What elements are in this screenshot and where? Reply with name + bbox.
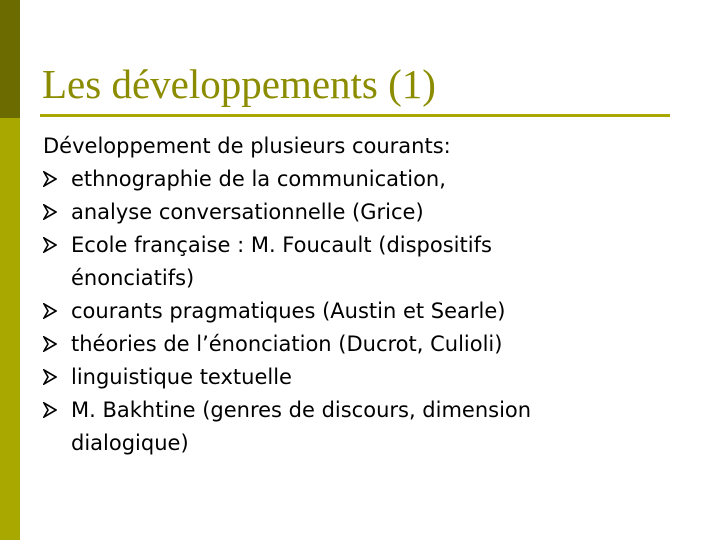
bullet-item bbox=[43, 229, 683, 295]
arrowhead-bullet-icon bbox=[43, 171, 57, 187]
bullet-text: théories de l’énonciation (Ducrot, Culioli) bbox=[71, 332, 503, 356]
bullet-text: Ecole française : M. Foucault (dispositifs bbox=[71, 233, 492, 257]
slide-body bbox=[43, 130, 683, 460]
bullet-text: linguistique textuelle bbox=[71, 365, 292, 389]
bullet-item bbox=[43, 163, 683, 196]
bullet-text: ethnographie de la communication, bbox=[71, 167, 446, 191]
title-underline bbox=[40, 114, 670, 117]
bullet-text: courants pragmatiques (Austin et Searle) bbox=[71, 299, 506, 323]
arrowhead-bullet-icon bbox=[43, 369, 57, 385]
bullet-list bbox=[43, 163, 683, 460]
arrowhead-bullet-icon bbox=[43, 336, 57, 352]
bullet-text-continuation: énonciatifs) bbox=[71, 266, 195, 290]
left-accent-band-dark bbox=[0, 0, 20, 118]
slide-title: Les développements (1) bbox=[42, 61, 436, 107]
bullet-item bbox=[43, 295, 683, 328]
arrowhead-bullet-icon bbox=[43, 402, 57, 418]
bullet-text-continuation: dialogique) bbox=[71, 431, 189, 455]
arrowhead-bullet-icon bbox=[43, 237, 57, 253]
arrowhead-bullet-icon bbox=[43, 303, 57, 319]
bullet-item bbox=[43, 328, 683, 361]
bullet-item bbox=[43, 394, 683, 460]
bullet-text: analyse conversationnelle (Grice) bbox=[71, 200, 424, 224]
bullet-text: M. Bakhtine (genres de discours, dimension bbox=[71, 398, 532, 422]
bullet-item bbox=[43, 196, 683, 229]
bullet-item bbox=[43, 361, 683, 394]
left-accent-band-light bbox=[0, 118, 20, 540]
arrowhead-bullet-icon bbox=[43, 204, 57, 220]
intro-text: Développement de plusieurs courants: bbox=[43, 134, 451, 158]
